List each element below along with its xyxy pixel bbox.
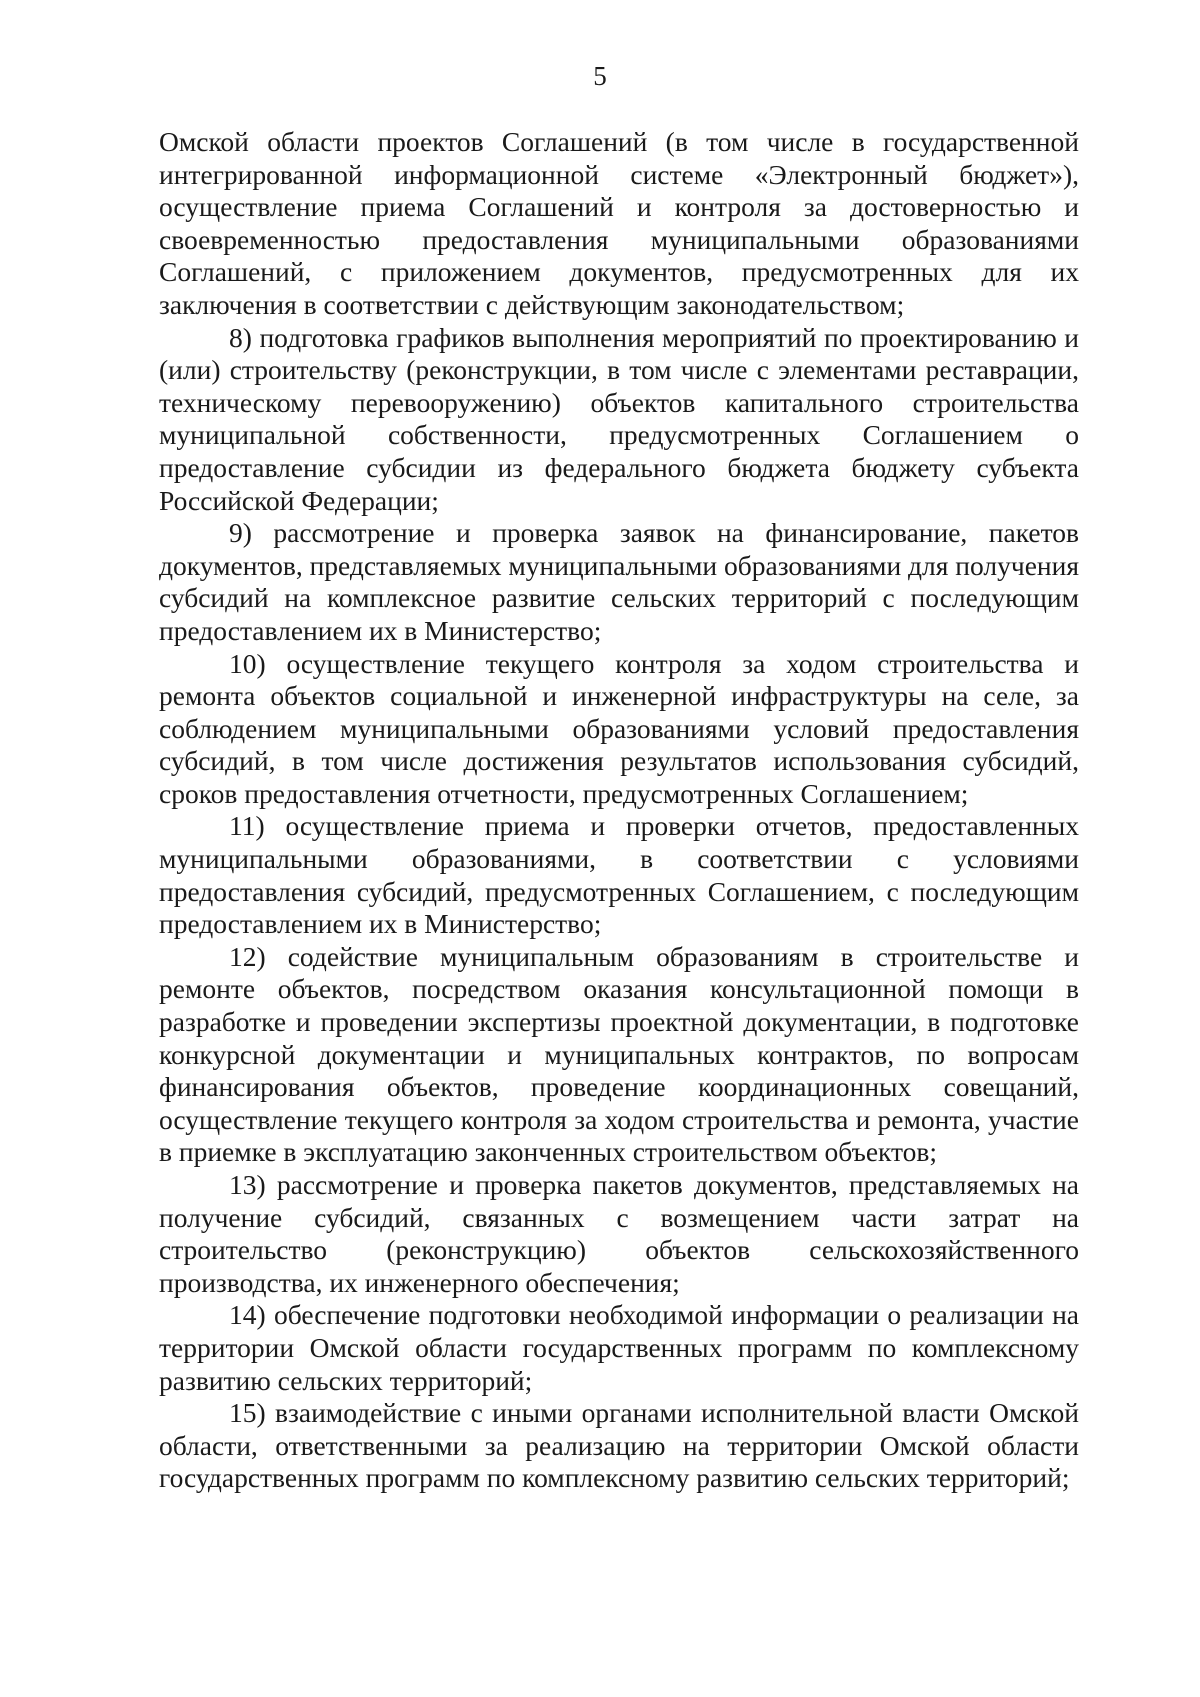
list-item-13: 13) рассмотрение и проверка пакетов документов, представляемых на получение субсидий, связанных с возмещением части затрат на строительство (реконструкцию) объектов сельскохозяйственного производства, их инженерного обеспечения;	[159, 1169, 1079, 1298]
list-item-8: 8) подготовка графиков выполнения мероприятий по проектированию и (или) строительству (реконструкции, в том числе с элементами реставрации, техническому перевооружению) объектов капитального строительства муниципальной собственности, предусмотренных Соглашением о предоставление субсидии из федерального бюджета бюджету субъекта Российской Федерации;	[159, 321, 1079, 516]
page-number: 5	[593, 61, 607, 91]
list-item-10: 10) осуществление текущего контроля за ходом строительства и ремонта объектов социальной и инженерной инфраструктуры на селе, за соблюдением муниципальными образованиями условий предоставления субсидий, в том числе достижения результатов использования субсидий, сроков предоставления отчетности, предусмотренных Соглашением;	[159, 647, 1079, 809]
list-item-11: 11) осуществление приема и проверки отчетов, предоставленных муниципальными образованиями, в соответствии с условиями предоставления субсидий, предусмотренных Соглашением, с последующим предоставлением их в Министерство;	[159, 810, 1079, 940]
paragraph-continuation: Омской области проектов Соглашений (в том числе в государственной интегрированной информационной системе «Электронный бюджет»), осуществление приема Соглашений и контроля за достоверностью и своевременностью предоставления муниципальными образованиями Соглашений, с приложением документов, предусмотренных для их заключения в соответствии с действующим законодательством;	[159, 126, 1079, 320]
list-item-9: 9) рассмотрение и проверка заявок на финансирование, пакетов документов, представляемых муниципальными образованиями для получения субсидий на комплексное развитие сельских территорий с последующим предоставлением их в Министерство;	[159, 517, 1079, 646]
document-body	[159, 126, 1079, 1495]
list-item-12: 12) содействие муниципальным образованиям в строительстве и ремонте объектов, посредством оказания консультационной помощи в разработке и проведении экспертизы проектной документации, в подготовке конкурсной документации и муниципальных контрактов, по вопросам финансирования объектов, проведение координационных совещаний, осуществление текущего контроля за ходом строительства и ремонта, участие в приемке в эксплуатацию законченных строительством объектов;	[159, 940, 1079, 1168]
list-item-15: 15) взаимодействие с иными органами исполнительной власти Омской области, ответственными за реализацию на территории Омской области государственных программ по комплексному развитию сельских территорий;	[159, 1397, 1079, 1494]
list-item-14: 14) обеспечение подготовки необходимой информации о реализации на территории Омской области государственных программ по комплексному развитию сельских территорий;	[159, 1299, 1079, 1396]
